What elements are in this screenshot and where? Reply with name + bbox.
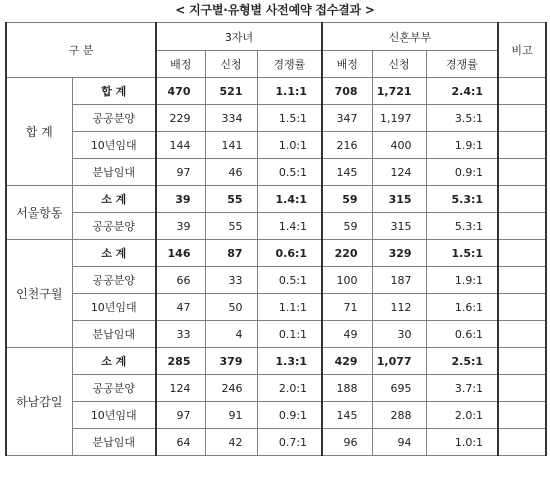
value-cell: 2.5:1 [426,348,498,375]
value-cell: 0.9:1 [257,402,322,429]
housing-type-cell: 공공분양 [72,105,156,132]
header-sub-ratio: 경쟁률 [257,51,322,78]
housing-type-cell: 분납임대 [72,159,156,186]
note-cell [498,186,546,213]
value-cell: 1.9:1 [426,132,498,159]
housing-type-cell: 분납임대 [72,321,156,348]
housing-type-cell: 분납임대 [72,429,156,456]
value-cell: 3.5:1 [426,105,498,132]
value-cell: 0.9:1 [426,159,498,186]
value-cell: 39 [156,213,205,240]
value-cell: 49 [322,321,372,348]
value-cell: 59 [322,186,372,213]
value-cell: 1.0:1 [426,429,498,456]
housing-type-cell: 공공분양 [72,213,156,240]
housing-type-cell: 소 계 [72,240,156,267]
value-cell: 46 [205,159,257,186]
value-cell: 146 [156,240,205,267]
housing-type-cell: 소 계 [72,348,156,375]
note-cell [498,78,546,105]
value-cell: 47 [156,294,205,321]
housing-type-cell: 10년임대 [72,132,156,159]
note-cell [498,402,546,429]
value-cell: 96 [322,429,372,456]
header-note: 비고 [498,23,546,78]
value-cell: 55 [205,186,257,213]
header-sub-ratio: 경쟁률 [426,51,498,78]
value-cell: 33 [156,321,205,348]
value-cell: 5.3:1 [426,213,498,240]
note-cell [498,348,546,375]
note-cell [498,159,546,186]
table-row [6,105,546,132]
value-cell: 2.0:1 [257,375,322,402]
value-cell: 50 [205,294,257,321]
value-cell: 55 [205,213,257,240]
value-cell: 2.4:1 [426,78,498,105]
value-cell: 0.1:1 [257,321,322,348]
district-cell: 하남감일 [6,348,72,456]
housing-type-cell: 공공분양 [72,267,156,294]
value-cell: 1.5:1 [257,105,322,132]
housing-type-cell: 합 계 [72,78,156,105]
value-cell: 1,197 [372,105,426,132]
value-cell: 1,077 [372,348,426,375]
value-cell: 30 [372,321,426,348]
value-cell: 141 [205,132,257,159]
value-cell: 0.7:1 [257,429,322,456]
table-body [6,78,546,456]
value-cell: 97 [156,159,205,186]
value-cell: 1.4:1 [257,186,322,213]
note-cell [498,429,546,456]
district-cell: 서울항동 [6,186,72,240]
value-cell: 220 [322,240,372,267]
value-cell: 379 [205,348,257,375]
value-cell: 285 [156,348,205,375]
value-cell: 246 [205,375,257,402]
value-cell: 1.6:1 [426,294,498,321]
header-sub-allocated: 배정 [322,51,372,78]
value-cell: 144 [156,132,205,159]
header-row-main [6,23,546,51]
value-cell: 695 [372,375,426,402]
table-row [6,402,546,429]
note-cell [498,321,546,348]
value-cell: 1,721 [372,78,426,105]
value-cell: 347 [322,105,372,132]
note-cell [498,240,546,267]
results-table [5,22,547,456]
value-cell: 0.6:1 [426,321,498,348]
value-cell: 708 [322,78,372,105]
value-cell: 94 [372,429,426,456]
value-cell: 1.0:1 [257,132,322,159]
value-cell: 145 [322,402,372,429]
value-cell: 1.1:1 [257,294,322,321]
value-cell: 187 [372,267,426,294]
value-cell: 39 [156,186,205,213]
table-row [6,186,546,213]
note-cell [498,105,546,132]
value-cell: 288 [372,402,426,429]
value-cell: 470 [156,78,205,105]
table-row [6,429,546,456]
value-cell: 42 [205,429,257,456]
value-cell: 188 [322,375,372,402]
value-cell: 4 [205,321,257,348]
value-cell: 2.0:1 [426,402,498,429]
value-cell: 5.3:1 [426,186,498,213]
housing-type-cell: 소 계 [72,186,156,213]
value-cell: 1.5:1 [426,240,498,267]
value-cell: 64 [156,429,205,456]
value-cell: 33 [205,267,257,294]
value-cell: 315 [372,213,426,240]
header-sub-allocated: 배정 [156,51,205,78]
note-cell [498,294,546,321]
value-cell: 91 [205,402,257,429]
header-sub-applied: 신청 [372,51,426,78]
value-cell: 400 [372,132,426,159]
table-row [6,348,546,375]
table-row [6,159,546,186]
table-row [6,240,546,267]
value-cell: 315 [372,186,426,213]
table-row [6,321,546,348]
value-cell: 66 [156,267,205,294]
value-cell: 1.3:1 [257,348,322,375]
header-group-newlyweds: 신혼부부 [322,23,498,51]
value-cell: 100 [322,267,372,294]
value-cell: 1.9:1 [426,267,498,294]
value-cell: 112 [372,294,426,321]
header-category: 구 분 [6,23,156,78]
value-cell: 0.5:1 [257,159,322,186]
value-cell: 521 [205,78,257,105]
value-cell: 329 [372,240,426,267]
value-cell: 97 [156,402,205,429]
value-cell: 145 [322,159,372,186]
table-row [6,132,546,159]
value-cell: 229 [156,105,205,132]
value-cell: 124 [372,159,426,186]
district-cell: 합 계 [6,78,72,186]
value-cell: 87 [205,240,257,267]
header-sub-applied: 신청 [205,51,257,78]
table-row [6,78,546,105]
table-row [6,267,546,294]
value-cell: 71 [322,294,372,321]
housing-type-cell: 10년임대 [72,294,156,321]
housing-type-cell: 공공분양 [72,375,156,402]
value-cell: 334 [205,105,257,132]
value-cell: 1.4:1 [257,213,322,240]
note-cell [498,375,546,402]
header-group-3children: 3자녀 [156,23,322,51]
value-cell: 216 [322,132,372,159]
table-row [6,213,546,240]
value-cell: 124 [156,375,205,402]
note-cell [498,267,546,294]
table-title: < 지구별·유형별 사전예약 접수결과 > [175,3,375,17]
value-cell: 429 [322,348,372,375]
table-row [6,375,546,402]
value-cell: 0.5:1 [257,267,322,294]
value-cell: 1.1:1 [257,78,322,105]
housing-type-cell: 10년임대 [72,402,156,429]
value-cell: 0.6:1 [257,240,322,267]
table-row [6,294,546,321]
value-cell: 3.7:1 [426,375,498,402]
district-cell: 인천구월 [6,240,72,348]
note-cell [498,213,546,240]
value-cell: 59 [322,213,372,240]
note-cell [498,132,546,159]
